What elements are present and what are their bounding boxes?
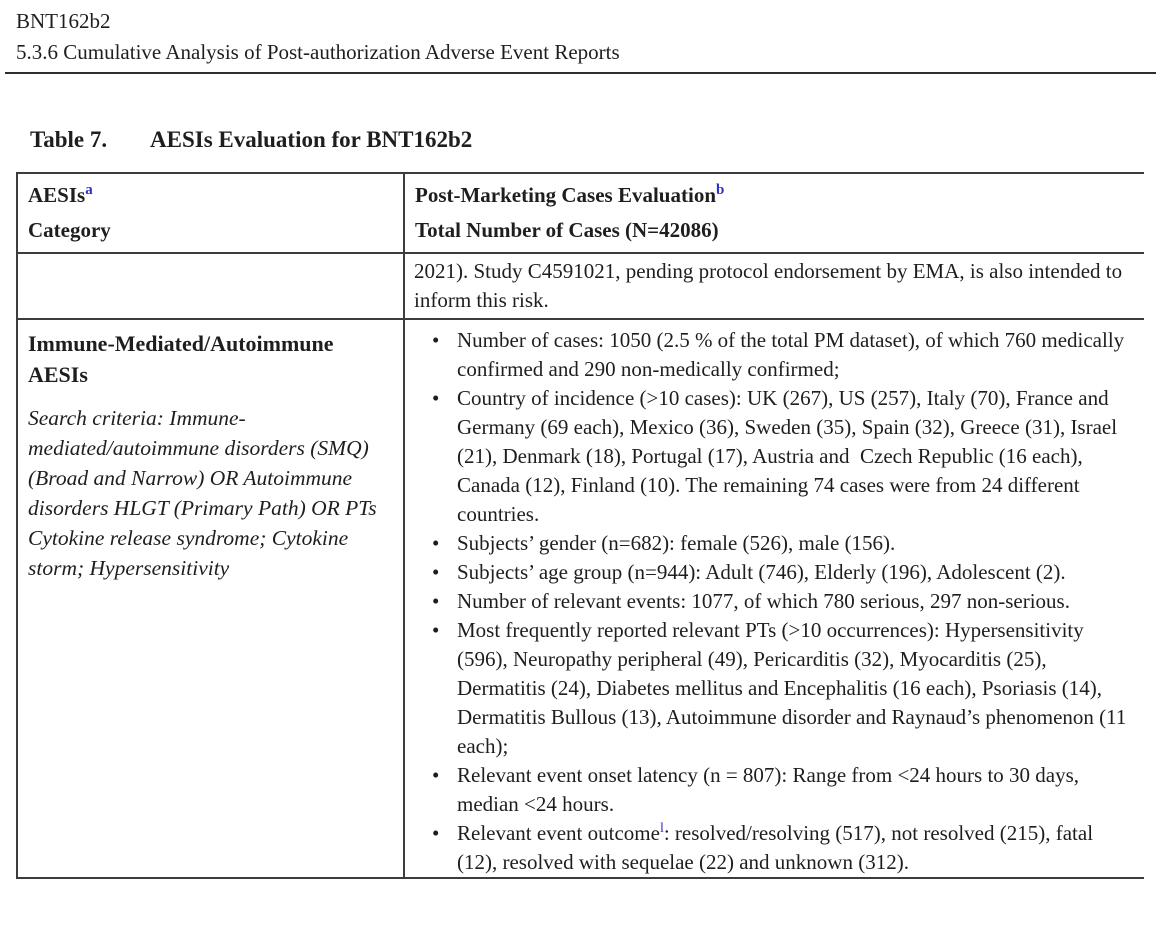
table-header-row xyxy=(17,173,1144,253)
running-header-line2: 5.3.6 Cumulative Analysis of Post-authorization Adverse Event Reports xyxy=(16,40,620,64)
category-title: Immune-Mediated/Autoimmune AESIs xyxy=(28,331,334,387)
header-pm-line xyxy=(415,178,1134,213)
bullet-text xyxy=(457,326,1134,384)
bullet-text xyxy=(457,384,1134,529)
category-cell xyxy=(17,319,404,878)
immune-mediated-row xyxy=(17,319,1144,878)
table-container xyxy=(16,172,1144,951)
bullet-text xyxy=(457,529,1134,558)
header-cell-pm-evaluation xyxy=(404,173,1144,253)
table-caption-label: Table 7. xyxy=(30,127,108,152)
bullet-icon: • xyxy=(432,560,440,584)
footnote-marker-b: b xyxy=(716,182,725,198)
bullet-icon: • xyxy=(432,763,440,787)
bullet-text-pre: Number of relevant events: 1077, of which 780 serious, 297 non-serious. xyxy=(457,589,1070,613)
bullet-text xyxy=(457,616,1134,761)
category-cell-empty xyxy=(17,253,404,319)
footnote-marker-l: l xyxy=(659,821,664,836)
bullet-text-pre: Relevant event outcome xyxy=(457,821,660,845)
header-rule xyxy=(5,72,1156,74)
evaluation-cell xyxy=(404,319,1144,878)
footnote-marker-a: a xyxy=(85,182,93,198)
running-header xyxy=(16,6,620,68)
bullet-item xyxy=(413,326,1134,384)
table-caption xyxy=(30,127,472,153)
bullet-text xyxy=(457,558,1134,587)
bullet-text-pre: Most frequently reported relevant PTs (>10 occurrences): Hypersensitivity (596), Neuropathy peripheral (49), Pericarditis (32), Myocarditis (25), Dermatitis (24), Diabetes mellitus and Encephalitis (16 each), Psoriasis (14), Dermatitis Bullous (13), Autoimmune disorder and Raynaud’s phenomenon (11 each); xyxy=(457,618,1132,758)
bullet-item xyxy=(413,819,1134,877)
header-aesis-label: AESIs xyxy=(28,183,86,207)
bullet-text-pre: Relevant event onset latency (n = 807): Range from <24 hours to 30 days, median <24 hours. xyxy=(457,763,1085,816)
bullet-text-pre: Subjects’ gender (n=682): female (526), male (156). xyxy=(457,531,896,555)
header-pm-label: Post-Marketing Cases Evaluation xyxy=(415,183,716,207)
table-caption-title: AESIs Evaluation for BNT162b2 xyxy=(150,127,473,152)
header-total-cases-label: Total Number of Cases (N=42086) xyxy=(415,218,719,242)
carryover-text: 2021). Study C4591021, pending protocol endorsement by EMA, is also intended to inform this risk. xyxy=(404,253,1144,319)
aesi-table xyxy=(16,172,1144,879)
header-category-label: Category xyxy=(28,218,111,242)
bullet-icon: • xyxy=(432,531,440,555)
running-header-line1: BNT162b2 xyxy=(16,9,111,33)
bullet-icon: • xyxy=(432,821,440,845)
bullet-text xyxy=(457,587,1134,616)
bullet-item xyxy=(413,587,1134,616)
category-search-criteria: Search criteria: Immune-mediated/autoimmune disorders (SMQ) (Broad and Narrow) OR Autoimmune disorders HLGT (Primary Path) OR PTs Cytokine release syndrome; Cytokine storm; Hypersensitivity xyxy=(28,406,377,580)
bullet-item xyxy=(413,384,1134,529)
carryover-row xyxy=(17,253,1144,319)
header-cell-aesis-category xyxy=(17,173,404,253)
bullet-text xyxy=(457,761,1134,819)
bullet-item xyxy=(413,529,1134,558)
header-aesis-line xyxy=(28,178,393,213)
bullet-icon: • xyxy=(432,589,440,613)
bullet-text-pre: Number of cases: 1050 (2.5 % of the total PM dataset), of which 760 medically confirmed and 290 non-medically confirmed; xyxy=(457,328,1130,381)
bullet-text-pre: Subjects’ age group (n=944): Adult (746), Elderly (196), Adolescent (2). xyxy=(457,560,1066,584)
evaluation-bullet-list xyxy=(413,326,1134,877)
bullet-item xyxy=(413,558,1134,587)
bullet-icon: • xyxy=(432,386,440,410)
bullet-text-pre: Country of incidence (>10 cases): UK (267), US (257), Italy (70), France and Germany (69 each), Mexico (36), Sweden (35), Spain (32), Greece (31), Israel (21), Denmark (18), Portugal (17), Austria and Czech Republic (16 each), Canada (12), Finland (10). The remaining 74 cases were from 24 different countries. xyxy=(457,386,1123,526)
bullet-text xyxy=(457,819,1134,877)
bullet-icon: • xyxy=(432,618,440,642)
bullet-item xyxy=(413,616,1134,761)
bullet-item xyxy=(413,761,1134,819)
bullet-icon: • xyxy=(432,328,440,352)
bullet-text-post: : resolved/resolving (517), not resolved (215), fatal (12), resolved with sequelae (22) and unknown (312). xyxy=(457,821,1099,874)
